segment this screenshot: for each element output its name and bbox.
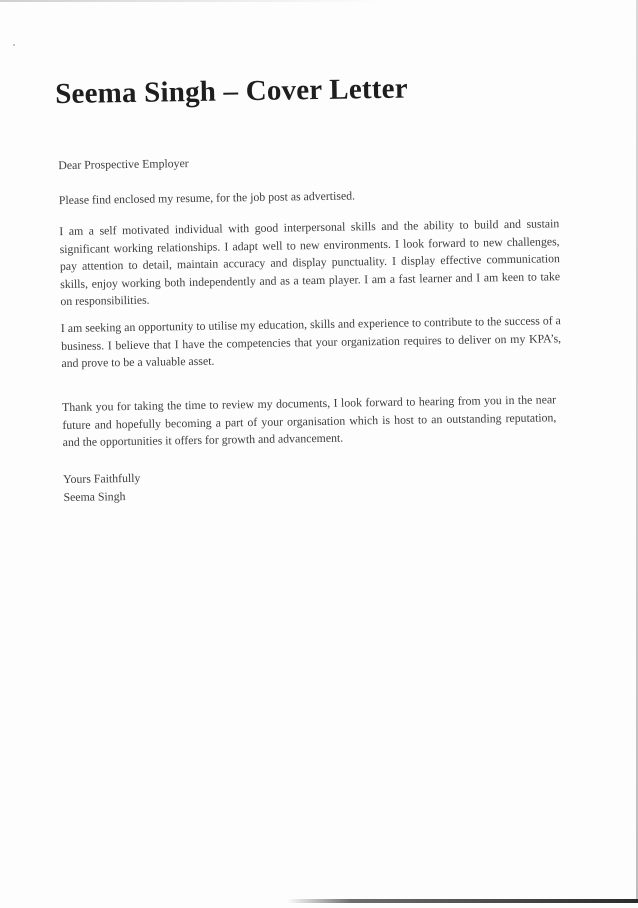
paragraph-thanks: Thank you for taking the time to review my documents, I look forward to hearing from you in the near future and hopefully becoming a part of your organisation which is host to an outstanding reputation, and the opportunities it offers for growth and advancement. bbox=[61, 392, 557, 450]
paragraph-opportunity: I am seeking an opportunity to utilise my education, skills and experience to contribute to the success of a business. I believe that I have the competencies that your organization requires to deliver on my KPA’s, and prove to be a valuable asset. bbox=[60, 313, 562, 371]
signoff-block bbox=[63, 462, 564, 506]
closing-phrase: Yours Faithfully bbox=[63, 470, 141, 487]
greeting: Dear Prospective Employer bbox=[58, 156, 189, 173]
paragraph-intro: I am a self motivated individual with good interpersonal skills and the ability to build and sustain significant working relationships. I adapt well to new environments. I look forward to new challenges, pay attention to detail, maintain accuracy and display punctuality. I display effective communication skills, enjoy working both independently and as a team player. I am a fast learner and I am keen to take on responsibilities. bbox=[59, 216, 561, 309]
enclosed-line: Please find enclosed my resume, for the job post as advertised. bbox=[58, 188, 356, 208]
signature-name: Seema Singh bbox=[63, 489, 126, 505]
page-title: Seema Singh – Cover Letter bbox=[54, 72, 409, 111]
